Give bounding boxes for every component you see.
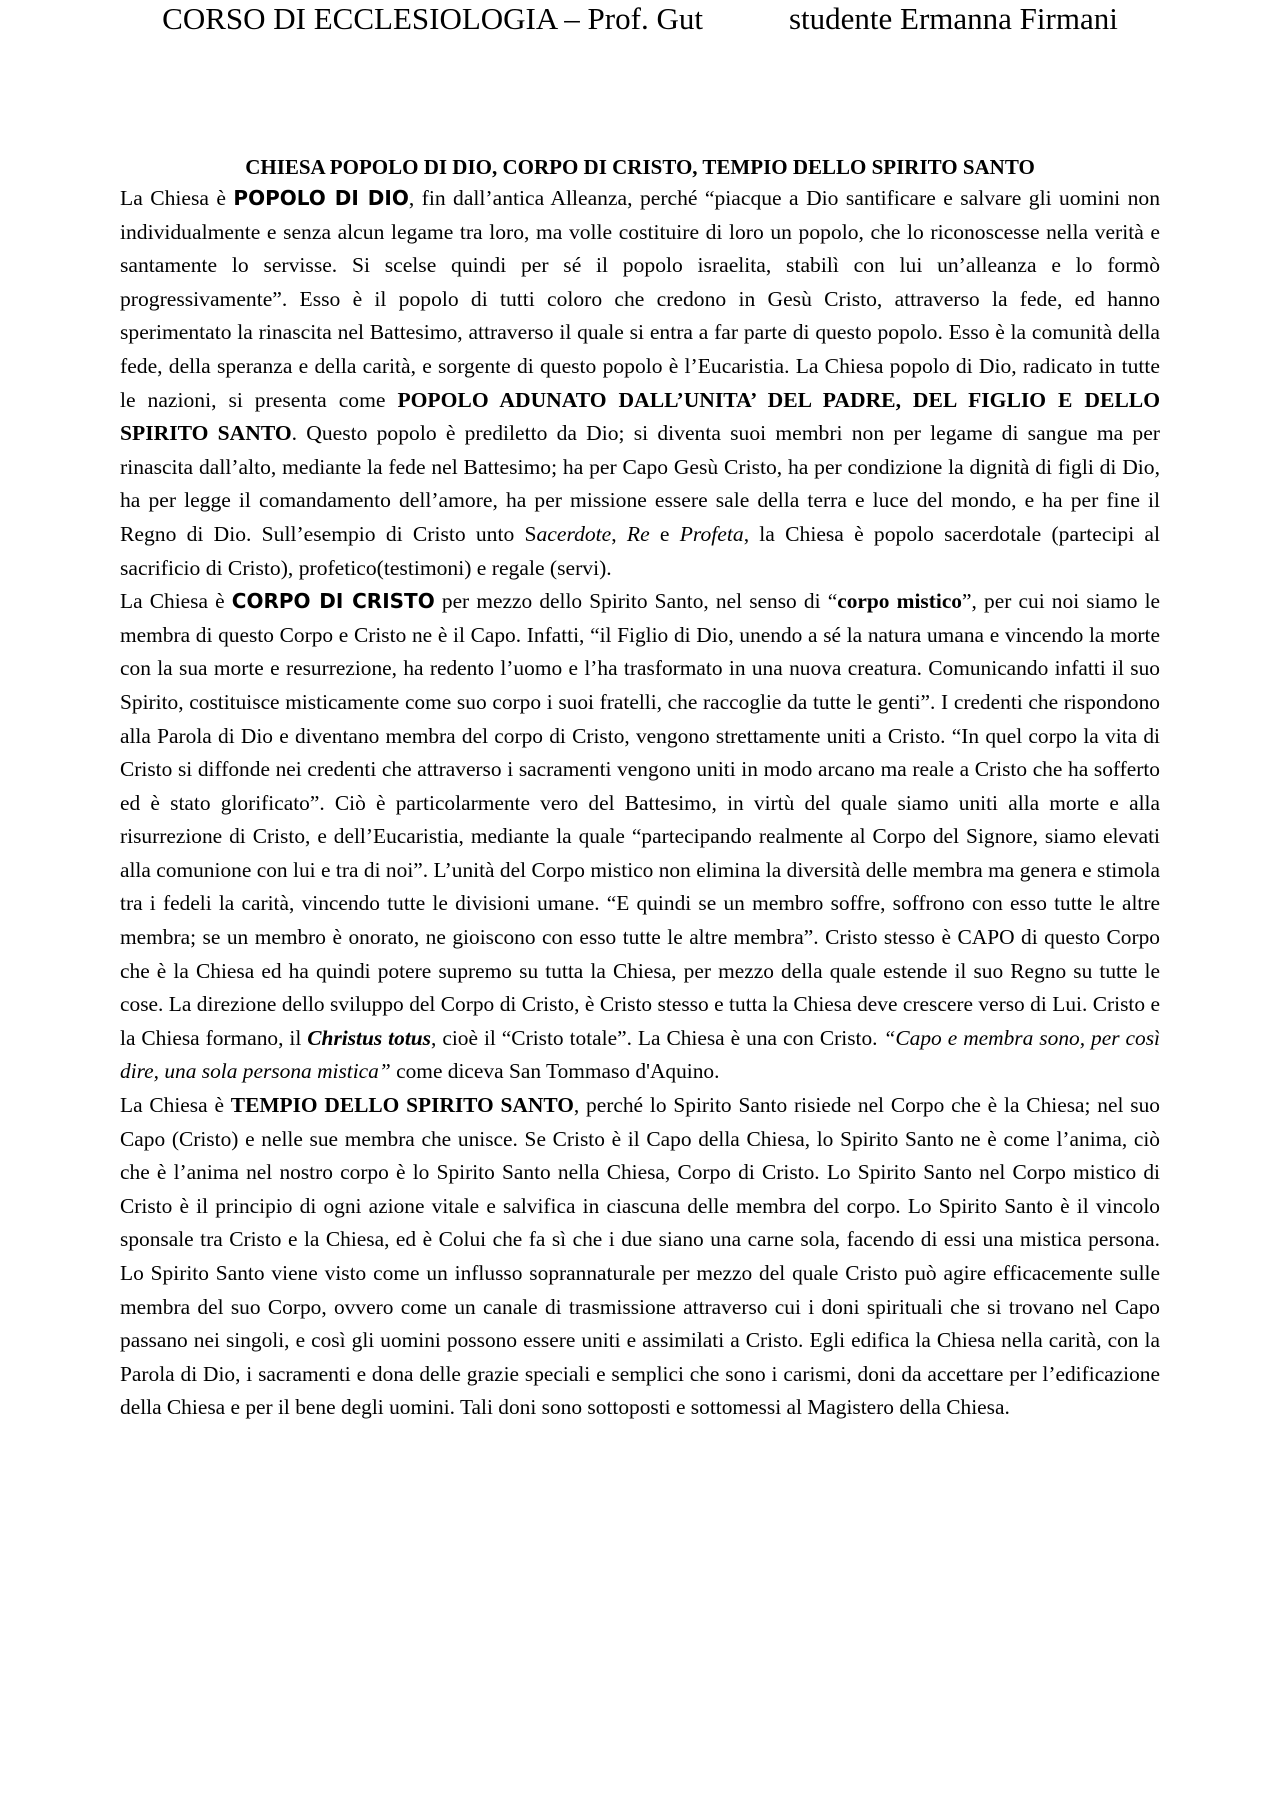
text-run: ”, per cui noi siamo le membra di questo Corpo e Cristo ne è il Capo. Infatti, “il Figlio di Dio, unendo a sé la natura umana e vincendo la morte con la sua morte e resurrezione, ha redento l’uomo e l’ha trasformato in una nuova creatura. Comunicando infatti il suo Spirito, costituisce misticamente come suo corpo i suoi fratelli, che raccoglie da tutte le genti”. I credenti che rispondono alla Parola di Dio e diventano membra del corpo di Cristo, vengono strettamente uniti a Cristo. “In quel corpo la vita di Cristo si diffonde nei credenti che attraverso i sacramenti vengono uniti in modo arcano ma reale a Cristo che ha sofferto ed è stato glorificato”. Ciò è particolarmente vero del Battesimo, in virtù del quale siamo uniti alla morte e alla risurrezione di Cristo, e dell’Eucaristia, mediante la quale “partecipando realmente al Corpo del Signore, siamo elevati alla comunione con lui e tra di noi”. L’unità del Corpo mistico non elimina la diversità delle membra ma genera e stimola tra i fedeli la carità, vincendo tutte le divisioni umane. “E quindi se un membro soffre, soffrono con esso tutte le altre membra; se un membro è onorato, ne gioiscono con esso tutte le altre membra”. Cristo stesso è CAPO di questo Corpo che è la Chiesa ed ha quindi potere supremo su tutta la Chiesa, per mezzo della quale estende il suo Regno su tutte le cose. La direzione dello sviluppo del Corpo di Cristo, è Cristo stesso e tutta la Chiesa deve crescere verso di Lui. Cristo e la Chiesa formano, il (120, 589, 1161, 1050)
text-run: La Chiesa è (120, 186, 234, 210)
text-run: La Chiesa è (120, 589, 232, 614)
page-header (160, 0, 1120, 38)
text-run: , cioè il “Cristo totale”. La Chiesa è una con Cristo. (431, 1025, 884, 1050)
text-run: . Questo popolo è prediletto da Dio; si diventa suoi membri non per legame di sangue ma per rinascita dall’alto, mediante la fede nel Battesimo; ha per Capo Gesù Cristo, ha per condizione la dignità di figli di Dio, ha per legge il comandamento dell’amore, ha per missione essere sale della terra e luce del mondo, e ha per fine il Regno di Dio. Sull’esempio di Cristo unto S (120, 421, 1160, 546)
text-run: , perché lo Spirito Santo risiede nel Corpo che è la Chiesa; nel suo Capo (Cristo) e nelle sue membra che unisce. Se Cristo è il Capo della Chiesa, lo Spirito Santo ne è come l’anima, ciò che è l’anima nel nostro corpo è lo Spirito Santo nella Chiesa, Corpo di Cristo. Lo Spirito Santo nel Corpo mistico di Cristo è il principio di ogni azione vitale e salvifica in ciascuna delle membra del corpo. Lo Spirito Santo è il vincolo sponsale tra Cristo e la Chiesa, ed è Colui che fa sì che i due siano una carne sola, facendo di essi una mistica persona. Lo Spirito Santo viene visto come un influsso soprannaturale per mezzo del quale Cristo può agire efficacemente sulle membra del suo Corpo, ovvero come un canale di trasmissione attraverso cui i doni spirituali che si trovano nel Capo passano nei singoli, e così gli uomini possono essere uniti e assimilati a Cristo. Egli edifica la Chiesa nella carità, con la Parola di Dio, i sacramenti e dona delle grazie speciali e semplici che sono i carismi, doni da accettare per l’edificazione della Chiesa e per il bene degli uomini. Tali doni sono sottoposti e sottomessi al Magistero della Chiesa. (120, 1093, 1160, 1420)
course-title: CORSO DI ECCLESIOLOGIA – Prof. Gut (162, 1, 703, 36)
italic-sacerdote: acerdote (536, 521, 612, 546)
document-title: CHIESA POPOLO DI DIO, CORPO DI CRISTO, TEMPIO DELLO SPIRITO SANTO (245, 155, 1035, 179)
emphasis-popolo-di-dio: POPOLO DI DIO (233, 186, 409, 210)
emphasis-corpo-mistico: corpo mistico (837, 589, 963, 614)
document-body (120, 182, 1160, 1425)
emphasis-tempio-spirito-santo: TEMPIO DELLO SPIRITO SANTO (230, 1093, 574, 1118)
text-run: e (649, 521, 680, 546)
text-run: per mezzo dello Spirito Santo, nel senso di “ (434, 589, 838, 614)
text-run: come diceva San Tommaso d'Aquino. (390, 1059, 720, 1084)
text-run: La Chiesa è (120, 1093, 231, 1118)
italic-profeta: Profeta (679, 521, 744, 546)
italic-re: Re (626, 521, 650, 546)
text-run: , (611, 521, 627, 546)
text-run: , la Chiesa è popolo sacerdotale (partecipi al sacrificio di Cristo), profetico(testimoni) e regale (servi). (120, 521, 1161, 580)
paragraph-tempio-spirito-santo (120, 1089, 1160, 1425)
text-run: , fin dall’antica Alleanza, perché “piacque a Dio santificare e salvare gli uomini non individualmente e senza alcun legame tra loro, ma volle costituire di loro un popolo, che lo riconoscesse nella verità e santamente lo servisse. Si scelse quindi per sé il popolo israelita, stabilì con lui un’alleanza e lo formò progressivamente”. Esso è il popolo di tutti coloro che credono in Gesù Cristo, attraverso la fede, ed hanno sperimentato la rinascita nel Battesimo, attraverso il quale si entra a far parte di questo popolo. Esso è la comunità della fede, della speranza e della carità, e sorgente di questo popolo è l’Eucaristia. La Chiesa popolo di Dio, radicato in tutte le nazioni, si presenta come (120, 186, 1160, 412)
emphasis-christus-totus: Christus totus (307, 1025, 431, 1050)
paragraph-popolo-di-dio (120, 182, 1160, 585)
emphasis-popolo-adunato: POPOLO ADUNATO DALL’UNITA’ DEL PADRE, DEL FIGLIO E DELLO SPIRITO SANTO (120, 387, 1161, 446)
paragraph-corpo-di-cristo (120, 585, 1160, 1089)
emphasis-corpo-di-cristo: CORPO DI CRISTO (231, 589, 435, 614)
student-name: studente Ermanna Firmani (788, 1, 1118, 36)
quote-tommaso: “Capo e membra sono, per così dire, una sola persona mistica” (120, 1025, 1160, 1084)
